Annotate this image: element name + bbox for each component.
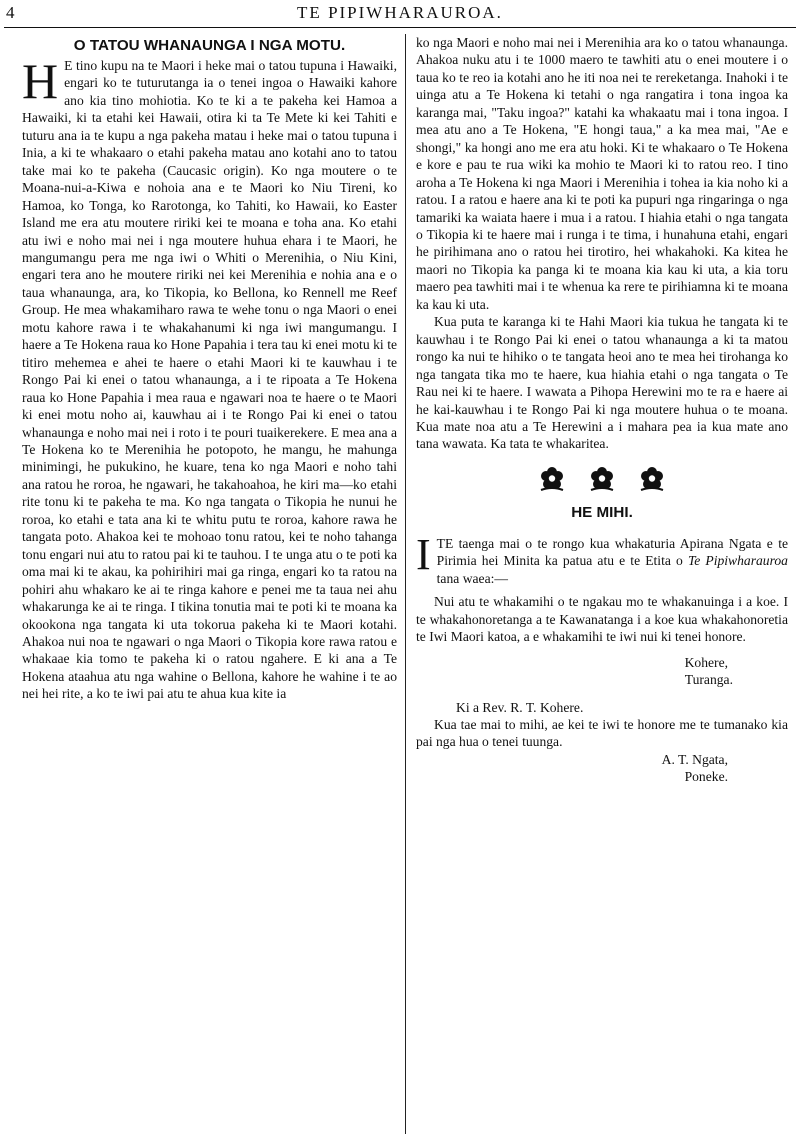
reply-text: Kua tae mai to mihi, ae kei te iwi te honore me te tumanako kia pai nga hua o tenei tuunga. (416, 716, 788, 750)
reply-addressee: Ki a Rev. R. T. Kohere. (456, 699, 584, 715)
fern-flower-icon (537, 466, 567, 492)
right-column (416, 34, 788, 1140)
fern-flower-icon (637, 466, 667, 492)
mihi-title: HE MIHI. (571, 503, 633, 521)
page-number: 4 (6, 3, 15, 22)
column-divider (405, 34, 406, 1134)
fern-flower-icon (587, 466, 617, 492)
masthead: TE PIPIWHARAUROA. (297, 3, 503, 22)
newspaper-name: Te Pipiwharauroa (687, 553, 788, 569)
reply-place: Poneke. (684, 769, 728, 785)
ornament-row (416, 466, 788, 492)
article-paragraph-continued: ko nga Maori e noho mai nei i Merenihia ara ko o tatou whanaunga. Ahakoa nuku atu i te 1000 maero te tawhiti atu o enei moutere i o taua ko te reo ia kotahi ano he iti noa nei te rereketanga. Inahoki i te uinga atu a Te Hokena ki tetahi o nga rangatira i tona ingoa ka karanga mai, "Taku ingoa?" katahi ka whakaatu mai i tona ingoa. I mea atu ano a Te Hokena, "E hongi taua," a ka mea mai, "Ae e shongi," ka hongi ano me era atu hoki. Ki te whakaaro o Te Hokena e kore e pau te rua wiki ka mohio te Maori ki to ratou reo. I tino aroha a Te Hokena ki nga Maori i Merenihia i tohea ia kia noho ki a ratou. I a ratou e haere ana ki te poti ka pupuri nga ringaringa o nga tamariki ka waiata haere i mua i a ratou. I hiahia etahi o nga tangata o Tikopia ki te haere mai i runga i te tima, i hunahuna etahi, engari he pirihimana ano o ratou hei tirotiro, hei whakahoki. Ka kitea he maori no Tikopia ka panga ki te moana kia kau ki uta, a kia toru maero pea tawhiti mai i te whenua ka rere te pirihiamna ki te moana ka kau ki uta. (416, 35, 788, 312)
article-title: O TATOU WHANAUNGA I NGA MOTU. (73, 37, 346, 54)
drop-cap: I (416, 529, 431, 579)
mihi-intro: ITE taenga mai o te rongo kua whakaturia Apirana Ngata e te Pirimia hei Minita ka patua atu e te Etita o Te Pipiwharauroa tana waea:— (416, 529, 788, 586)
article-paragraph: Kua puta te karanga ki te Hahi Maori kia tukua he tangata ki te kauwhau i te Rongo Pai ki enei o tatou whanaunga a ki ta matou rongo ka nui te hihiko o te tangata heoi ano te mea hei tirohanga ko nga tangata tika mo te haere, kua hiahia etahi o nga tangata o Te Rau nei ki te haere. I wawata a Pihopa Herewini mo te ra e haere ai he kai-kauwhau i te Rongo Pai ki nga moutere huhua o te moana. Kua mate noa atu a Te Herewini a i mahara pea ia kua mate ano tana wawata. Ka tata te whakaritea. (416, 314, 788, 452)
drop-cap: H (22, 53, 59, 109)
reply-signature: A. T. Ngata, (661, 751, 728, 767)
article-body (22, 53, 397, 703)
telegram-place: Turanga. (684, 672, 733, 688)
header-rule (4, 27, 796, 28)
left-column (22, 34, 397, 1140)
telegram-text: Nui atu te whakamihi o te ngakau mo te whakanuinga i a koe. I te whakahonoretanga a te Kawanatanga i a koe kua whakahonoretia te Iwi Maori katoa, a e whakamihi te iwi nui ki tenei honore. (416, 594, 788, 645)
article-paragraph: E tino kupu na te Maori i heke mai o tatou tupuna i Hawaiki, engari ko te tuturutanga ia o tenei ingoa o Hawaiki kahore ano kia tino mohiotia. Ko te ki a te pakeha kei Hamoa a Hawaiki, ki ta etahi kei Hawaii, otira ki ta Te Mete ki kei Tahiti e tuturu ana ia te kupu a nga pakeha matau i heke mai o tatou tupuna i Inia, a ki te whakaaro o etahi pakeha matau ano kotahi ano to tatou take mai ko te pakeha (Caucasic origin). Ko nga moutere o te Moana-nui-a-Kiwa e nohoia ana e te Maori ko Niu Tireni, ko Hamoa, ko Tonga, ko Rarotonga, ko Tahiti, ko Hawaii, ko Easter Island me era atu moutere ririki kei te moana e toha ana. Ko etahi atu iwi e noho mai nei i nga moutere huhua ehara i te Maori, he mangumangu pera me nga iwi o Whiti o Merenihia, o Niu Kini, engari tera ano he moutere ririki nei kei Merenihia e nohia ana e o taua whanaunga, ara, ko Tikopia, ko Bellona, ko Rennell me Reef Group. He mea whakamiharo rawa te wehe tonu o nga Maori o enei motu kahore rawa i te whakahanumi ki nga iwi mangumangu. I haere a Te Hokena raua ko Hone Papahia i tera tau ki enei motu ki te titiro mehemea e ahei te haere o etahi Maori ki te kauwhau i te Rongo Pai ki enei o tatou whanaunga, a i te ripoata a Te Hokena raua ko Hone Papahia i mea raua e ngawari noa te haere o te Maori ki enei motu noho ai, kauwhau ai i te Rongo Pai ki enei o tatou whanaunga e noho mai nei i roto i te pouri tuaikerekere. E mea ana a Te Hokena ko te Merenihia he potopoto, he mangu, he mahunga minimingi, he pukukino, he kuare, tena ko nga Maori e noho tahi ana ratou he roroa, he ngawari, he takahoahoa, he kiri ma—ko etahi rite tonu ki te pakeha te ma. Ko nga tangata o Tikopia he nunui he roroa, ko etahi e tata ana ki te whitu putu te roroa, kahore rawa he tangata poto. Ahakoa kei te mohoao tonu ratou, kei te noho tahanga tonu engari nui atu to ratou pai ki te tauhou. I te unga atu o te poti ka oma mai ki te akau, ka pohirihiri mai ga ringa, engari ko ta ratou na pohiri ahu whakaro ke ai te ringa kahore e penei me ta taua nei ahu whakarunga ke ai te ringa. I tikina tonutia mai te poti ki te moana ka okookona nga tangata ki uta tokorua pakeha ki te Maori kotahi. Ahakoa nui noa te ngawari o nga Maori o Tikopia kore rawa ratou e whakaae kia tomo te pakeha ki o ratou ngahere. E ki ana a Te Hokena ataahua atu nga wahine o Bellona, kahore he wahine i te ao nei hei rite, a ko te iwi pai atu te ahua kua kite ia (22, 58, 397, 702)
telegram-signature: Kohere, (684, 654, 728, 670)
